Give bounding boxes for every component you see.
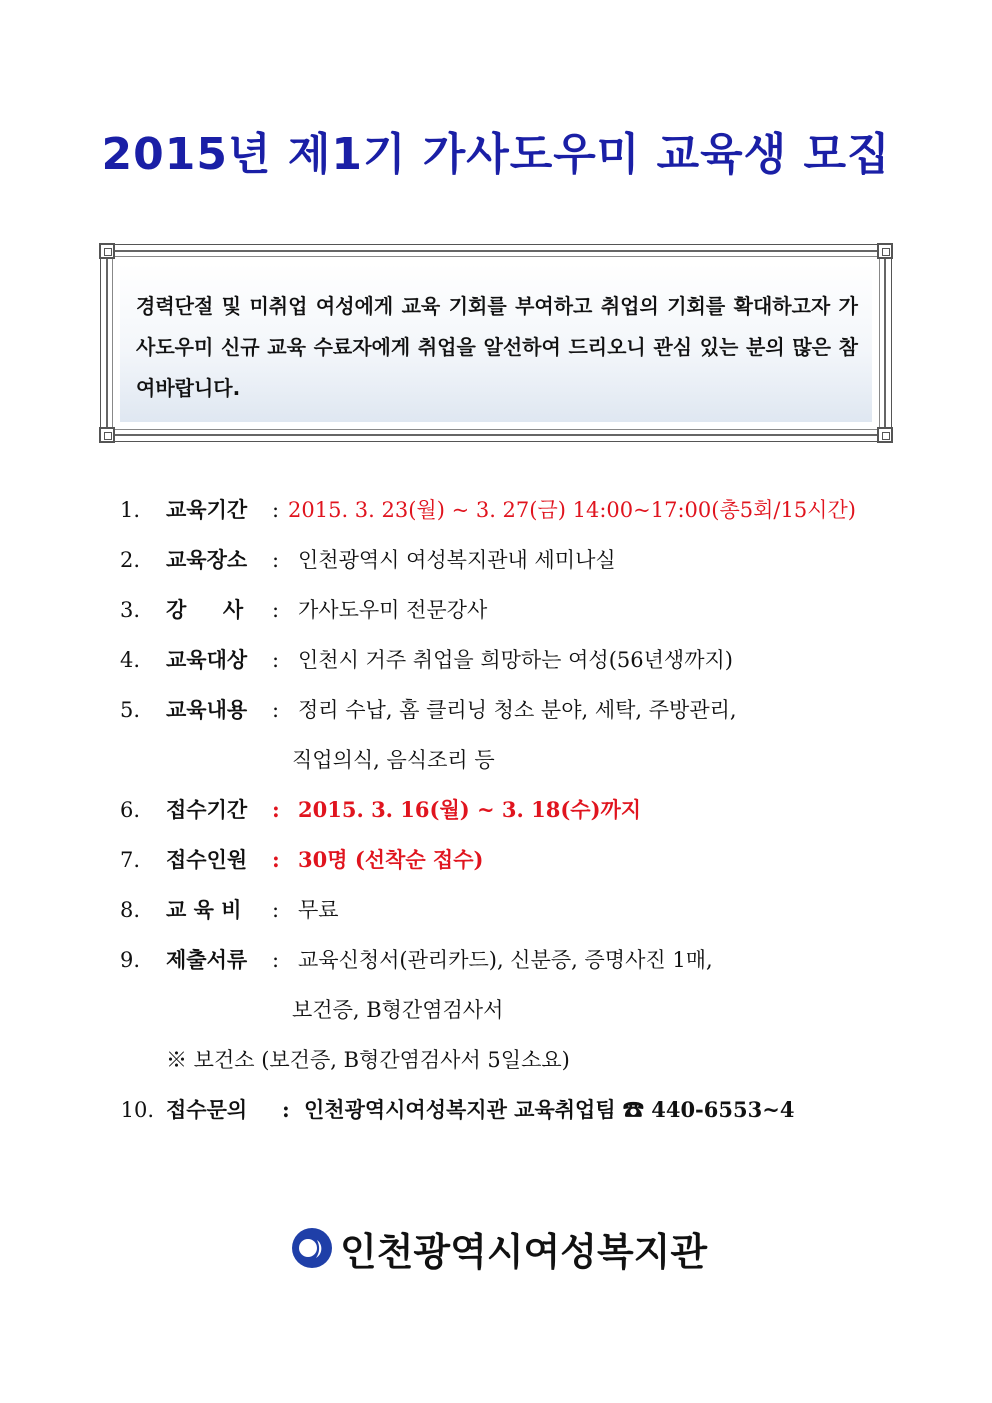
item-colon: : <box>272 797 280 822</box>
item-colon: : <box>272 598 280 622</box>
frame-corner-ornament <box>877 427 893 443</box>
item-number: 6. <box>119 798 140 822</box>
item-label: 접수문의 <box>166 1097 248 1122</box>
item-number: 8. <box>119 898 140 922</box>
list-item-content-cont <box>0 740 992 780</box>
frame-corner-ornament <box>99 243 115 259</box>
item-value-continued: 보건증, B형간염검사서 <box>292 998 504 1022</box>
item-number: 3. <box>119 598 140 622</box>
item-label: 접수인원 <box>166 847 248 872</box>
item-value: 교육신청서(관리카드), 신분증, 증명사진 1매, <box>298 948 713 972</box>
note-text: ※ 보건소 (보건증, B형간염검사서 5일소요) <box>166 1048 570 1072</box>
item-number: 9. <box>119 948 140 972</box>
item-colon: : <box>272 498 280 522</box>
item-label: 교육기간 <box>166 497 248 522</box>
item-value: 가사도우미 전문강사 <box>298 598 488 622</box>
item-colon: : <box>272 847 280 872</box>
item-label: 접수기간 <box>166 797 248 822</box>
list-item-documents <box>0 940 992 980</box>
item-value: 정리 수납, 홈 클리닝 청소 분야, 세탁, 주방관리, <box>298 698 737 722</box>
item-colon: : <box>272 548 280 572</box>
list-item-inquiry <box>0 1090 992 1130</box>
list-item-location <box>0 540 992 580</box>
notice-text: 경력단절 및 미취업 여성에게 교육 기회를 부여하고 취업의 기회를 확대하고자 가사도우미 신규 교육 수료자에게 취업을 알선하여 드리오니 관심 있는 분의 많은 참여바랍니다. <box>120 264 872 422</box>
item-label: 교 육 비 <box>166 897 242 922</box>
list-item-fee <box>0 890 992 930</box>
list-item-content <box>0 690 992 730</box>
item-label: 교육내용 <box>166 697 248 722</box>
item-value-continued: 직업의식, 음식조리 등 <box>292 748 495 772</box>
list-item-documents-cont <box>0 990 992 1030</box>
item-colon: : <box>282 1097 290 1122</box>
item-value: 인천시 거주 취업을 희망하는 여성(56년생까지) <box>298 648 733 672</box>
item-value: 인천광역시여성복지관 교육취업팀 ☎ 440-6553~4 <box>304 1097 795 1122</box>
item-value: 30명 (선착순 접수) <box>298 847 484 872</box>
item-value: 2015. 3. 23(월) ~ 3. 27(금) 14:00~17:00(총5회/15시간) <box>288 498 856 522</box>
list-item-note <box>0 1040 992 1080</box>
organization-logo <box>290 1220 707 1276</box>
item-number: 4. <box>119 648 140 672</box>
list-item-application-period <box>0 790 992 830</box>
item-colon: : <box>272 948 280 972</box>
item-number: 10. <box>120 1098 154 1122</box>
page-title: 2015년 제1기 가사도우미 교육생 모집 <box>101 129 891 180</box>
item-number: 2. <box>119 548 140 572</box>
item-number: 5. <box>119 698 140 722</box>
item-value: 2015. 3. 16(월) ~ 3. 18(수)까지 <box>298 797 642 822</box>
item-number: 7. <box>119 848 140 872</box>
frame-corner-ornament <box>99 427 115 443</box>
item-value: 무료 <box>298 898 339 922</box>
item-label: 교육대상 <box>166 647 248 672</box>
list-item-capacity <box>0 840 992 880</box>
logo-emblem-icon <box>290 1226 334 1270</box>
item-colon: : <box>272 648 280 672</box>
item-colon: : <box>272 698 280 722</box>
item-number: 1. <box>119 498 140 522</box>
item-label: 교육장소 <box>166 547 248 572</box>
frame-corner-ornament <box>877 243 893 259</box>
item-label: 제출서류 <box>166 947 248 972</box>
item-colon: : <box>272 898 280 922</box>
list-item-target <box>0 640 992 680</box>
item-value: 인천광역시 여성복지관내 세미나실 <box>298 548 616 572</box>
item-label: 강 사 <box>166 597 244 622</box>
list-item-period <box>0 490 992 530</box>
organization-name: 인천광역시여성복지관 <box>340 1229 708 1274</box>
list-item-instructor <box>0 590 992 630</box>
